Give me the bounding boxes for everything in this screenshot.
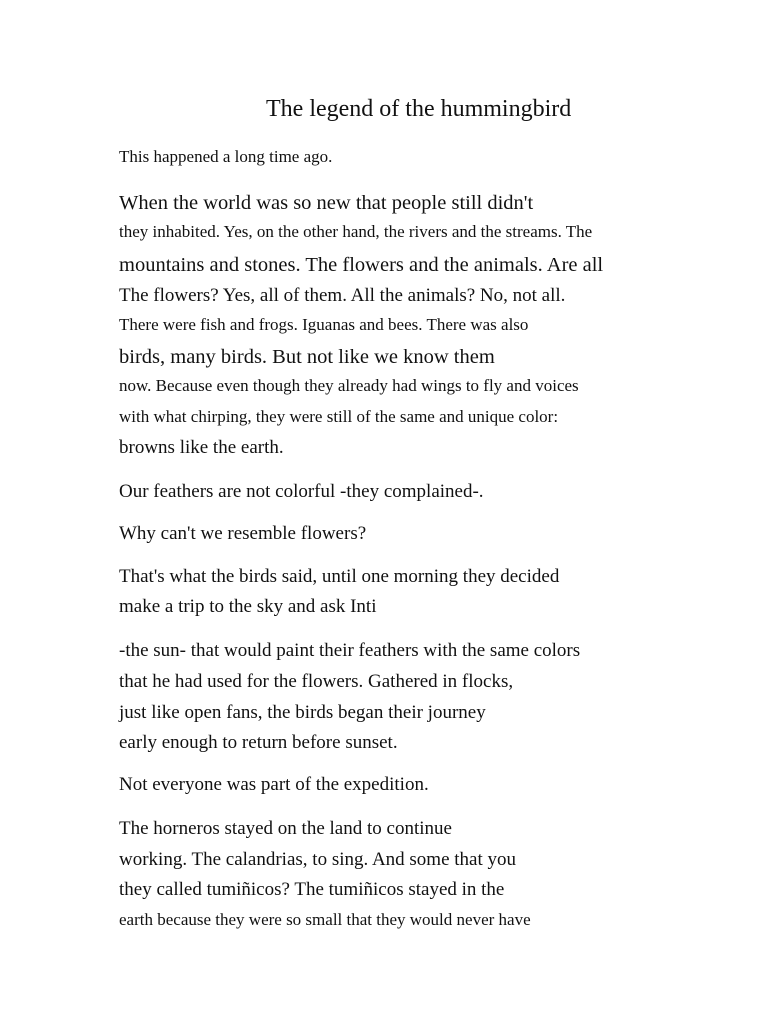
text-line: The flowers? Yes, all of them. All the animals? No, not all. <box>119 285 566 306</box>
intro-line: This happened a long time ago. <box>119 147 333 166</box>
text-line: birds, many birds. But not like we know them <box>119 346 495 368</box>
text-line: The horneros stayed on the land to continue <box>119 818 452 839</box>
text-line: mountains and stones. The flowers and the animals. Are all <box>119 254 604 276</box>
text-line: There were fish and frogs. Iguanas and bees. There was also <box>119 315 529 334</box>
text-line: working. The calandrias, to sing. And some that you <box>119 849 517 870</box>
text-line: That's what the birds said, until one morning they decided <box>119 566 560 587</box>
text-line: they called tumiñicos? The tumiñicos stayed in the <box>119 879 505 900</box>
document-title: The legend of the hummingbird <box>266 96 572 122</box>
text-line: they inhabited. Yes, on the other hand, the rivers and the streams. The <box>119 222 593 241</box>
text-line: now. Because even though they already had wings to fly and voices <box>119 376 579 395</box>
text-line: Not everyone was part of the expedition. <box>119 774 429 795</box>
text-line: make a trip to the sky and ask Inti <box>119 596 377 617</box>
text-line: browns like the earth. <box>119 437 284 458</box>
text-line: Our feathers are not colorful -they complained-. <box>119 481 484 502</box>
text-line: -the sun- that would paint their feathers with the same colors <box>119 640 581 661</box>
text-line: early enough to return before sunset. <box>119 732 398 753</box>
text-line: When the world was so new that people still didn't <box>119 192 534 214</box>
text-line: just like open fans, the birds began their journey <box>119 702 486 723</box>
text-line: Why can't we resemble flowers? <box>119 523 367 544</box>
text-line: with what chirping, they were still of the same and unique color: <box>119 407 559 426</box>
text-line: earth because they were so small that they would never have <box>119 910 531 929</box>
text-line: that he had used for the flowers. Gathered in flocks, <box>119 671 514 692</box>
